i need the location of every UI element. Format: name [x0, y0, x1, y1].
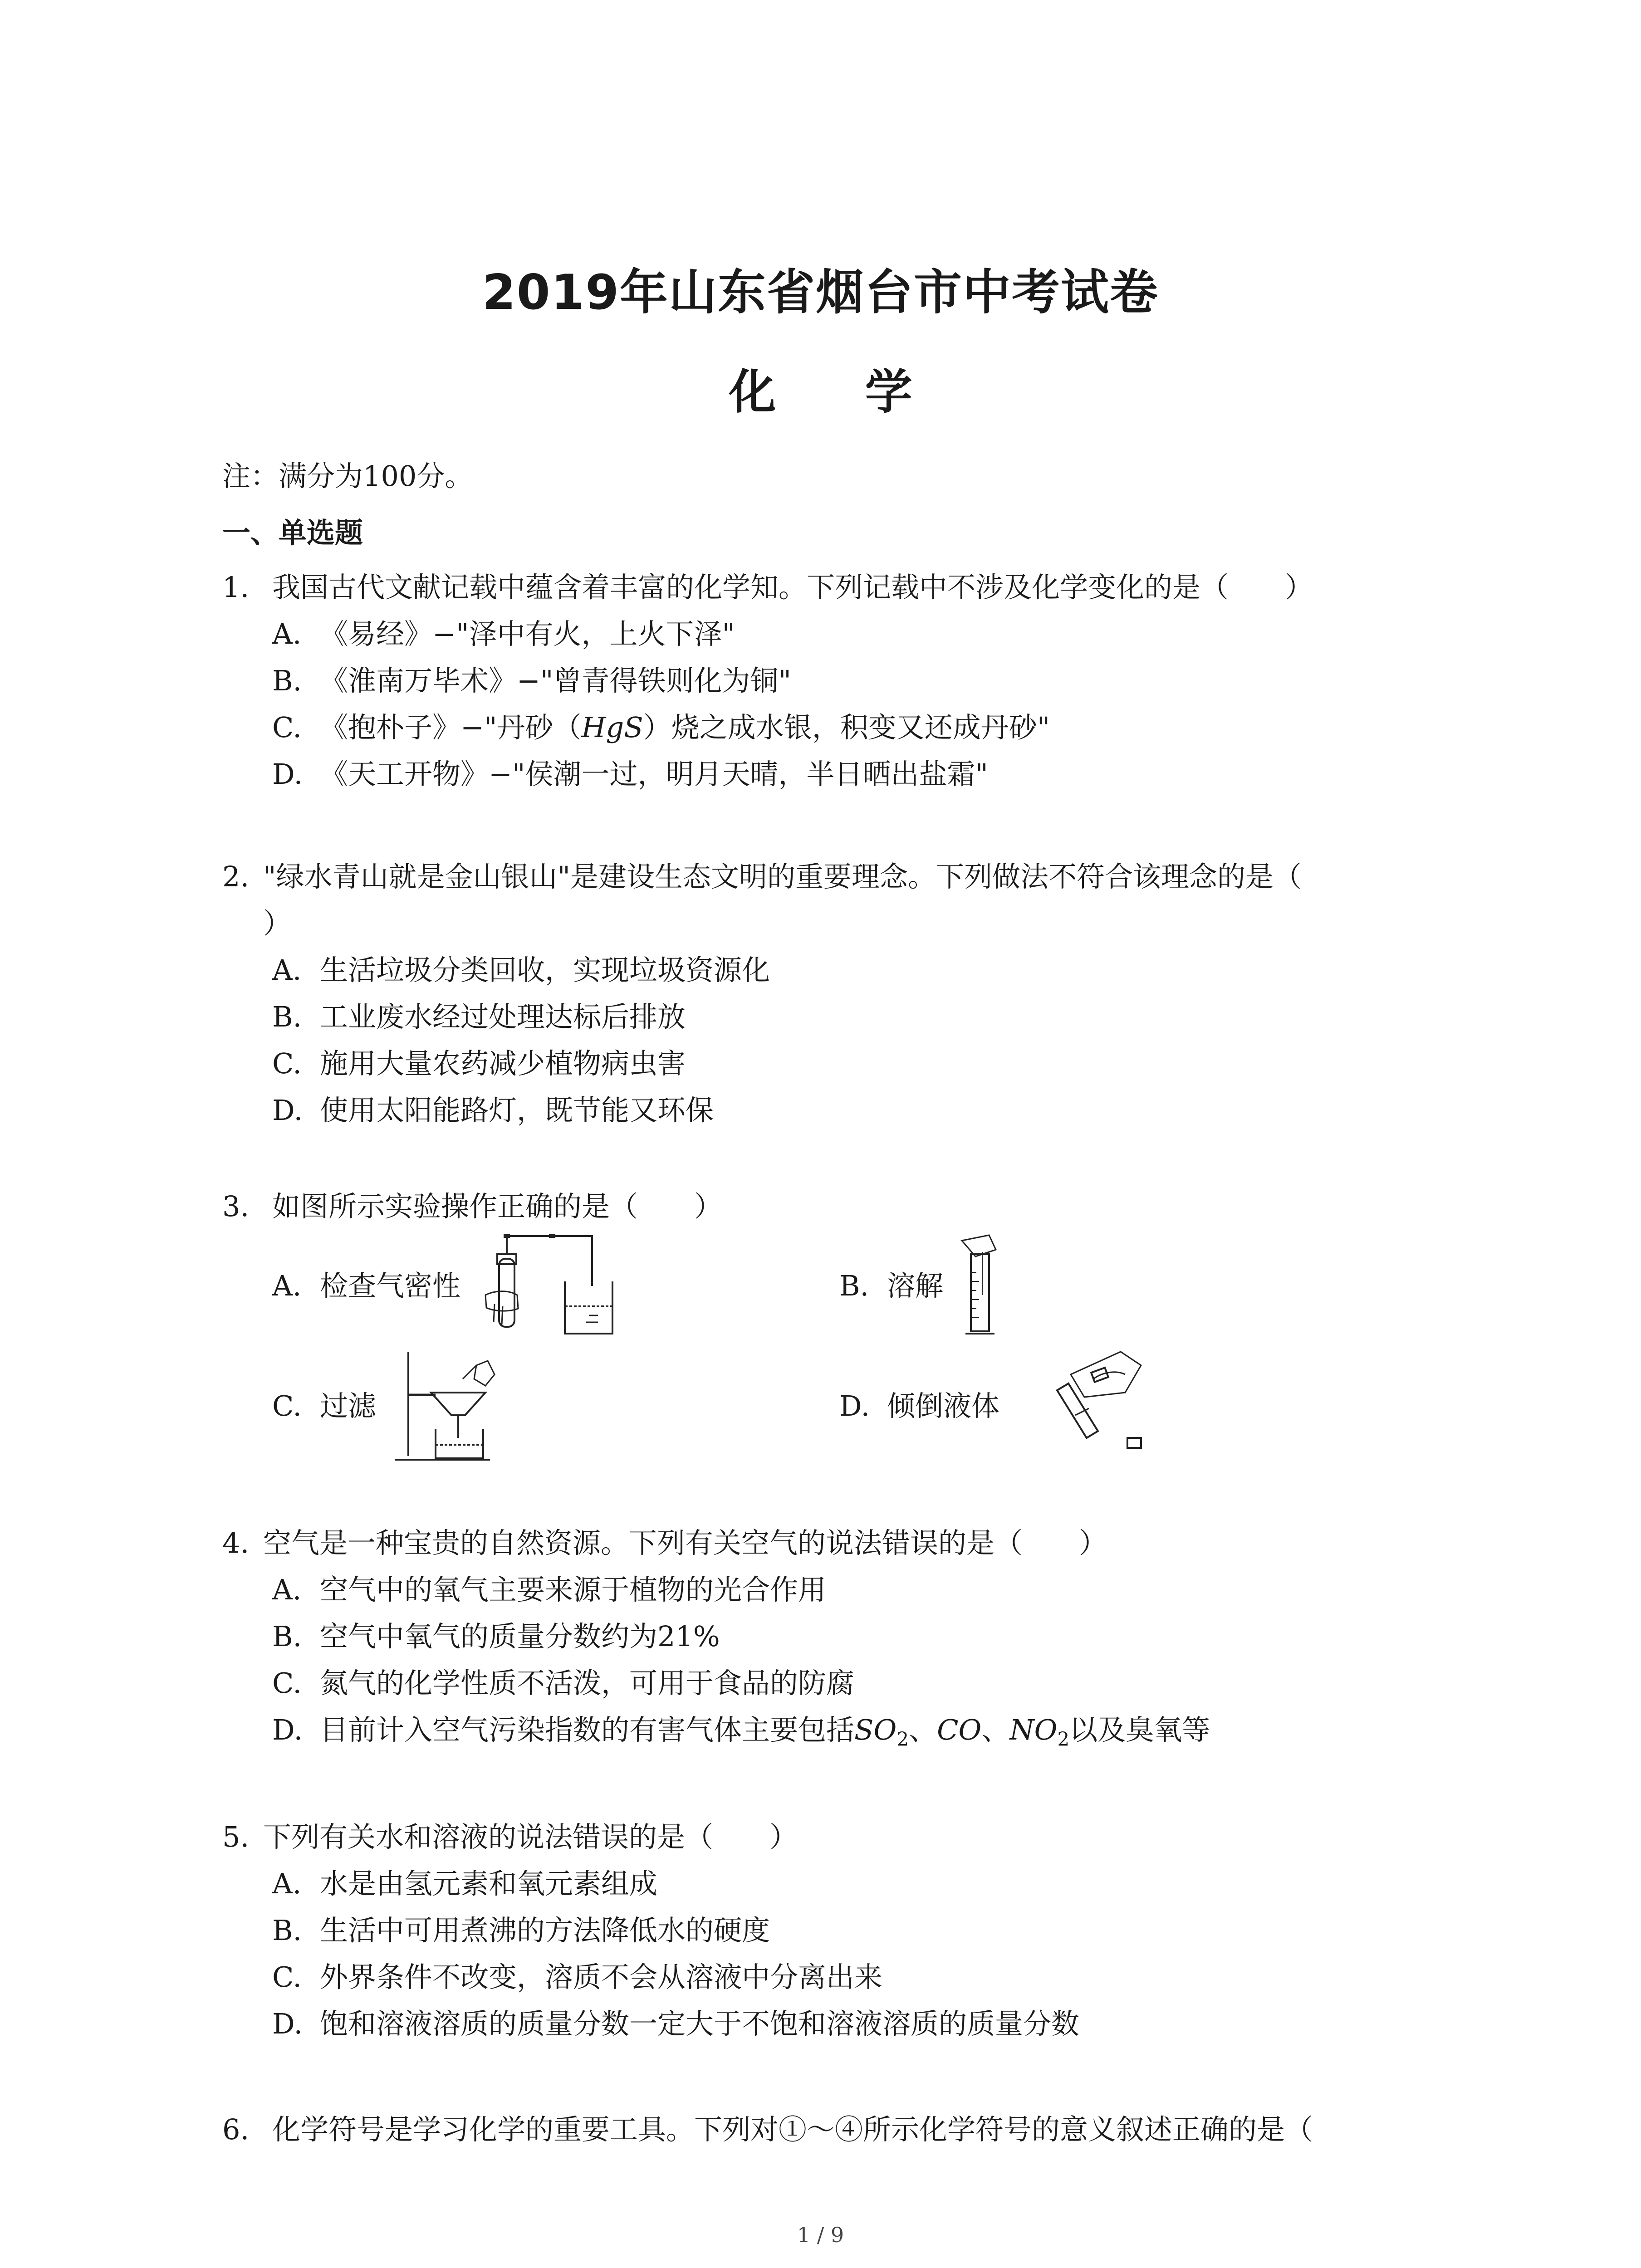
- q4-option-d: D. 目前计入空气污染指数的有害气体主要包括$SO_2$、CO、$NO_2$以及臭氧等: [272, 1713, 1210, 1750]
- question-stem: 化学符号是学习化学的重要工具。下列对①～④所示化学符号的意义叙述正确的是（: [272, 2113, 1313, 2146]
- question-2: [222, 859, 1302, 895]
- score-note: 注：满分为100分。: [222, 459, 473, 493]
- q4-option-c: C. 氮气的化学性质不活泼，可用于食品的防腐: [272, 1667, 855, 1700]
- q4-option-b: B. 空气中氧气的质量分数约为21%: [272, 1620, 720, 1653]
- q3-option-a: A. 检查气密性: [272, 1269, 461, 1302]
- question-stem: 如图所示实验操作正确的是（ ）: [272, 1190, 723, 1223]
- q1-option-b: B. 《淮南万毕术》−"曾青得铁则化为铜": [272, 664, 791, 697]
- question-stem: "绿水青山就是金山银山"是建设生态文明的重要理念。下列做法不符合该理念的是（: [263, 860, 1302, 893]
- q1-option-d: D. 《天工开物》−"侯潮一过，明月天晴，半日晒出盐霜": [272, 758, 988, 791]
- q4-option-a: A. 空气中的氧气主要来源于植物的光合作用: [272, 1573, 827, 1606]
- question-1: [222, 569, 1313, 606]
- filtration-figure: [390, 1347, 508, 1465]
- question-number: 5.: [222, 1820, 250, 1853]
- question-3: [222, 1188, 722, 1225]
- pouring-liquid-figure: [1043, 1347, 1148, 1461]
- q2-option-c: C. 施用大量农药减少植物病虫害: [272, 1047, 686, 1080]
- question-stem: 我国古代文献记载中蕴含着丰富的化学知。下列记载中不涉及化学变化的是（ ）: [272, 571, 1313, 604]
- section-heading: 一、单选题: [222, 516, 363, 549]
- q2-option-b: B. 工业废水经过处理达标后排放: [272, 1000, 686, 1033]
- question-stem: 下列有关水和溶液的说法错误的是（ ）: [263, 1820, 798, 1853]
- exam-subject: 化 学: [729, 364, 949, 420]
- question-number: 2.: [222, 860, 250, 893]
- exam-title: 2019年山东省烟台市中考试卷: [482, 264, 1159, 320]
- formula-co: CO: [937, 1713, 982, 1746]
- q5-option-b: B. 生活中可用煮沸的方法降低水的硬度: [272, 1914, 770, 1947]
- question-stem: 空气是一种宝贵的自然资源。下列有关空气的说法错误的是（ ）: [263, 1526, 1107, 1559]
- q3-option-b: B. 溶解: [839, 1269, 944, 1302]
- question-6: [222, 2112, 1313, 2148]
- q5-option-d: D. 饱和溶液溶质的质量分数一定大于不饱和溶液溶质的质量分数: [272, 2007, 1080, 2040]
- q1-option-a: A. 《易经》−"泽中有火，上火下泽": [272, 617, 735, 650]
- q3-option-d: D. 倾倒液体: [839, 1389, 1000, 1422]
- question-2-stem-cont: ）: [263, 907, 292, 940]
- page-number: 1 / 9: [797, 2223, 844, 2247]
- dissolving-figure: [957, 1232, 1007, 1340]
- question-5: [222, 1819, 798, 1855]
- q1-option-c: C. 《抱朴子》−"丹砂（HgS）烧之成水银，积变又还成丹砂": [272, 711, 1050, 744]
- q3-option-c: C. 过滤: [272, 1389, 377, 1422]
- q2-option-d: D. 使用太阳能路灯，既节能又环保: [272, 1094, 714, 1127]
- question-number: 1.: [222, 571, 250, 604]
- q5-option-c: C. 外界条件不改变，溶质不会从溶液中分离出来: [272, 1960, 883, 1994]
- formula-no2: NO: [1009, 1713, 1058, 1746]
- question-number: 3.: [222, 1190, 250, 1223]
- question-number: 6.: [222, 2113, 250, 2146]
- airtightness-check-figure: [481, 1232, 617, 1340]
- q5-option-a: A. 水是由氢元素和氧元素组成: [272, 1867, 658, 1900]
- question-4: [222, 1525, 1107, 1561]
- formula: HgS: [581, 711, 643, 744]
- q2-option-a: A. 生活垃圾分类回收，实现垃圾资源化: [272, 953, 770, 987]
- question-number: 4.: [222, 1526, 250, 1559]
- formula-so2: SO: [854, 1713, 897, 1746]
